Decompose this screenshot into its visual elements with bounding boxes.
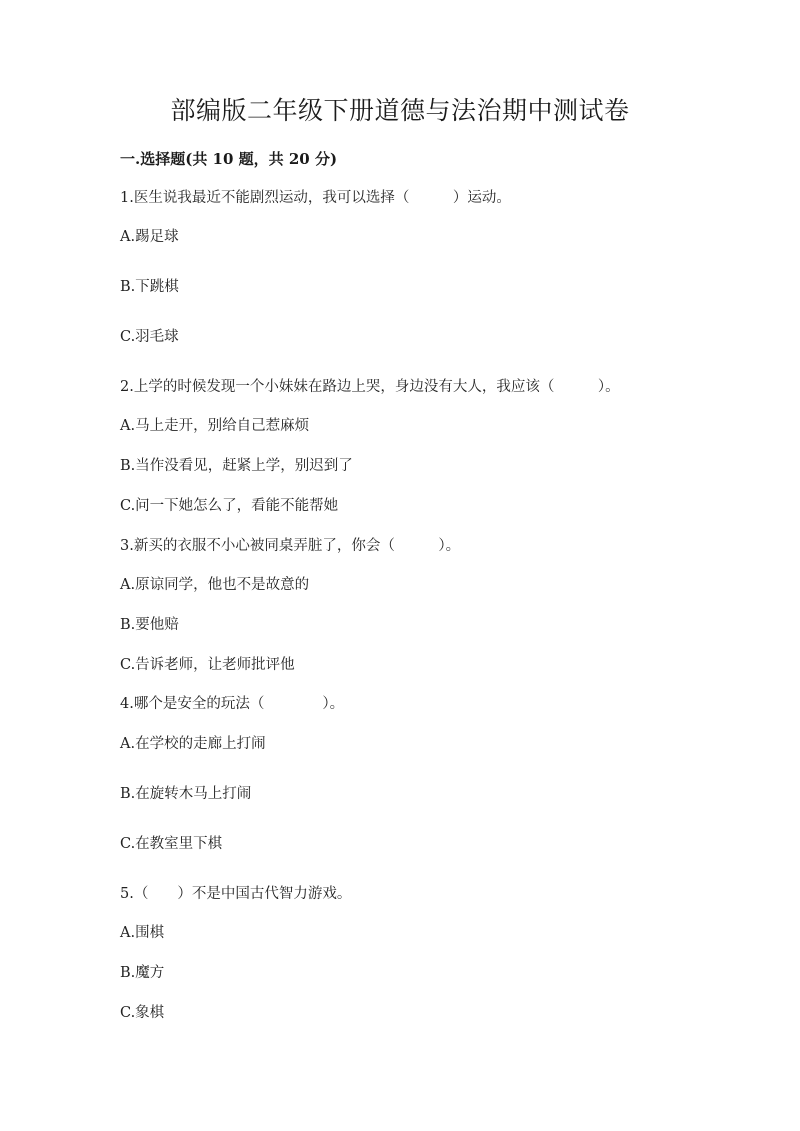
question-1-stem: 1.医生说我最近不能剧烈运动，我可以选择（ ）运动。 [120,190,511,206]
question-3-option-c: C.告诉老师，让老师批评他 [120,657,295,673]
question-4-option-b: B.在旋转木马上打闹 [120,786,252,802]
question-2-option-b: B.当作没看见，赶紧上学，别迟到了 [120,458,353,474]
question-1-option-c: C.羽毛球 [120,329,179,345]
section-heading: 一.选择题(共 10 题，共 20 分) [120,150,338,168]
question-1-option-b: B.下跳棋 [120,279,179,295]
question-3-option-b: B.要他赔 [120,617,179,633]
question-5-option-b: B.魔方 [120,965,165,981]
question-2-option-a: A.马上走开，别给自己惹麻烦 [120,418,310,434]
question-2-option-c: C.问一下她怎么了，看能不能帮她 [120,498,339,514]
question-4-option-c: C.在教室里下棋 [120,836,223,852]
question-4-stem: 4.哪个是安全的玩法（ ）。 [120,696,345,712]
question-5-option-a: A.围棋 [120,925,165,941]
question-1-option-a: A.踢足球 [120,229,179,245]
question-2-stem: 2.上学的时候发现一个小妹妹在路边上哭，身边没有大人，我应该（ ）。 [120,379,620,395]
question-5-stem: 5.（ ）不是中国古代智力游戏。 [120,886,352,902]
question-3-option-a: A.原谅同学，他也不是故意的 [120,577,310,593]
exam-title: 部编版二年级下册道德与法治期中测试卷 [170,96,630,125]
question-3-stem: 3.新买的衣服不小心被同桌弄脏了，你会（ ）。 [120,538,461,554]
question-5-option-c: C.象棋 [120,1005,165,1021]
question-4-option-a: A.在学校的走廊上打闹 [120,736,266,752]
